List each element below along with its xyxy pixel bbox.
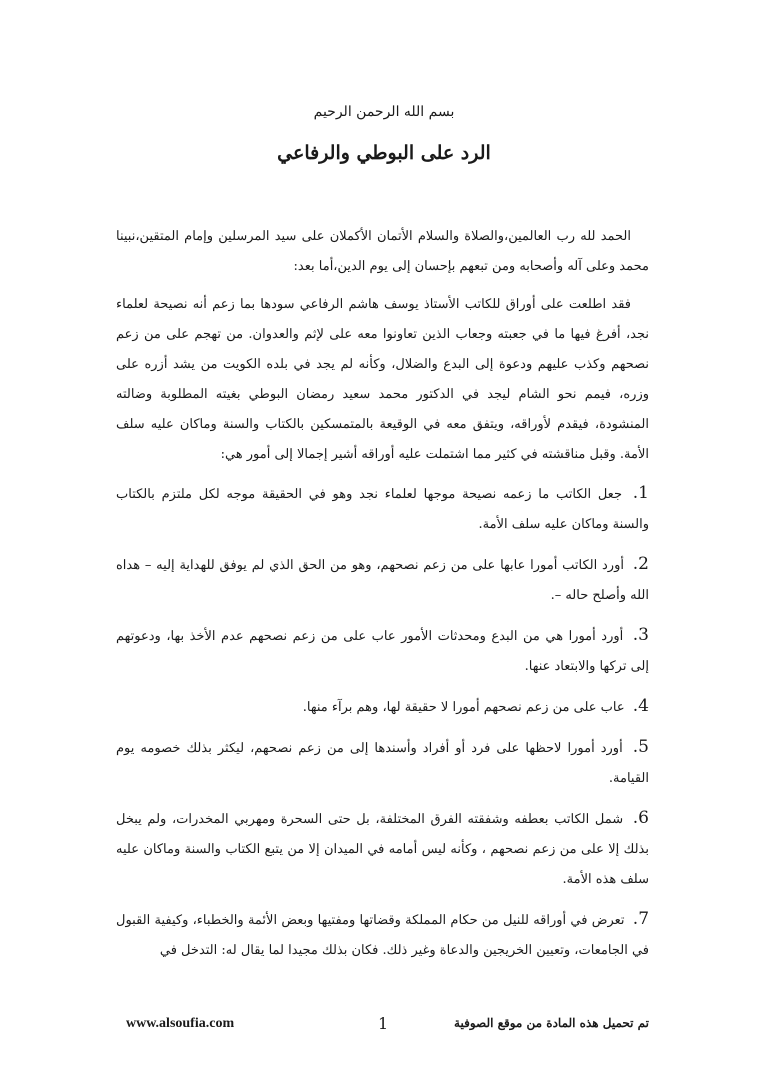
website-link[interactable]: www.alsoufia.com	[126, 1016, 235, 1031]
list-item-number: 4.	[632, 696, 649, 716]
list-item	[116, 691, 649, 723]
list-item	[116, 549, 649, 611]
document-title: الرد على البوطي والرفاعي	[277, 142, 491, 164]
list-item-text: شمل الكاتب بعطفه وشفقته الفرق المختلفة، بل حتى السحرة ومهربي المخدرات، ولم يبخل بذلك إلا على من زعم نصحهم ، وكأنه ليس أمامه في الميدان إلا من يتبع الكتاب والسنة وماكان عليه سلف هذه الأمة.	[116, 812, 649, 887]
page-number: 1	[378, 1014, 389, 1033]
list-item-text: أورد أمورا لاحظها على فرد أو أفراد وأسندها إلى من زعم نصحهم، ليكثر بذلك خصومه يوم القيامة.	[116, 741, 649, 786]
list-item-text: أورد الكاتب أمورا عابها على من زعم نصحهم، وهو من الحق الذي لم يوفق للهداية إليه – هداه الله وأصلح حاله –.	[116, 558, 649, 603]
source-note: تم تحميل هذه المادة من موقع الصوفية	[454, 1016, 649, 1030]
list-item	[116, 478, 649, 540]
list-item-text: أورد أمورا هي من البدع ومحدثات الأمور عاب على من زعم نصحهم عدم الأخذ بها، ودعوتهم إلى تركها والابتعاد عنها.	[116, 629, 649, 674]
list-item-number: 5.	[632, 737, 649, 757]
list-item-text: عاب على من زعم نصحهم أمورا لا حقيقة لها، وهم برآء منها.	[302, 700, 625, 715]
list-item	[116, 732, 649, 794]
document-body	[116, 222, 649, 975]
basmala: بسم الله الرحمن الرحيم	[313, 104, 455, 120]
list-item-number: 2.	[632, 554, 649, 574]
list-item-text: جعل الكاتب ما زعمه نصيحة موجها لعلماء نجد وهو في الحقيقة موجه لكل ملتزم بالكتاب والسنة وماكان عليه سلف الأمة.	[116, 487, 649, 532]
list-item-number: 1.	[632, 483, 649, 503]
preface-paragraph: فقد اطلعت على أوراق للكاتب الأستاذ يوسف هاشم الرفاعي سودها بما زعم أنه نصيحة لعلماء نجد، أفرغ فيها ما في جعبته وجعاب الذين تعاونوا معه على لإثم والعدوان. من تهجم على من زعم نصحهم وكذب عليهم ودعوة إلى البدع والضلال، وكأنه لم يجد في بلده الكويت من يشد أزره على وزره، فيمم نحو الشام ليجد في الدكتور محمد سعيد رمضان البوطي بغيته المطلوبة وضالته المنشودة، فيقدم لأوراقه، ويتفق معه في الوقيعة بالمتمسكين بالكتاب والسنة وماكان عليه سلف الأمة. وقبل مناقشته في كثير مما اشتملت عليه أوراقه أشير إجمالا إلى أمور هي:	[116, 297, 649, 462]
list-item-text: تعرض في أوراقه للنيل من حكام المملكة وقضاتها ومفتيها وبعض الأئمة والخطباء، وكيفية القبول في الجامعات، وتعيين الخريجين والدعاة وغير ذلك. فكان بذلك مجيدا لما يقال له: التدخل في	[116, 913, 649, 958]
list-item-number: 7.	[632, 909, 650, 929]
page-footer	[116, 1016, 649, 1040]
intro-paragraph: الحمد لله رب العالمين،والصلاة والسلام الأتمان الأكملان على سيد المرسلين وإمام المتقين،نبينا محمد وعلى آله وأصحابه ومن تبعهم بإحسان إلى يوم الدين،أما بعد:	[116, 229, 649, 274]
list-item	[116, 803, 649, 895]
list-item	[116, 620, 649, 682]
list-item	[116, 904, 649, 966]
list-item-number: 6.	[632, 808, 649, 828]
list-item-number: 3.	[632, 625, 649, 645]
